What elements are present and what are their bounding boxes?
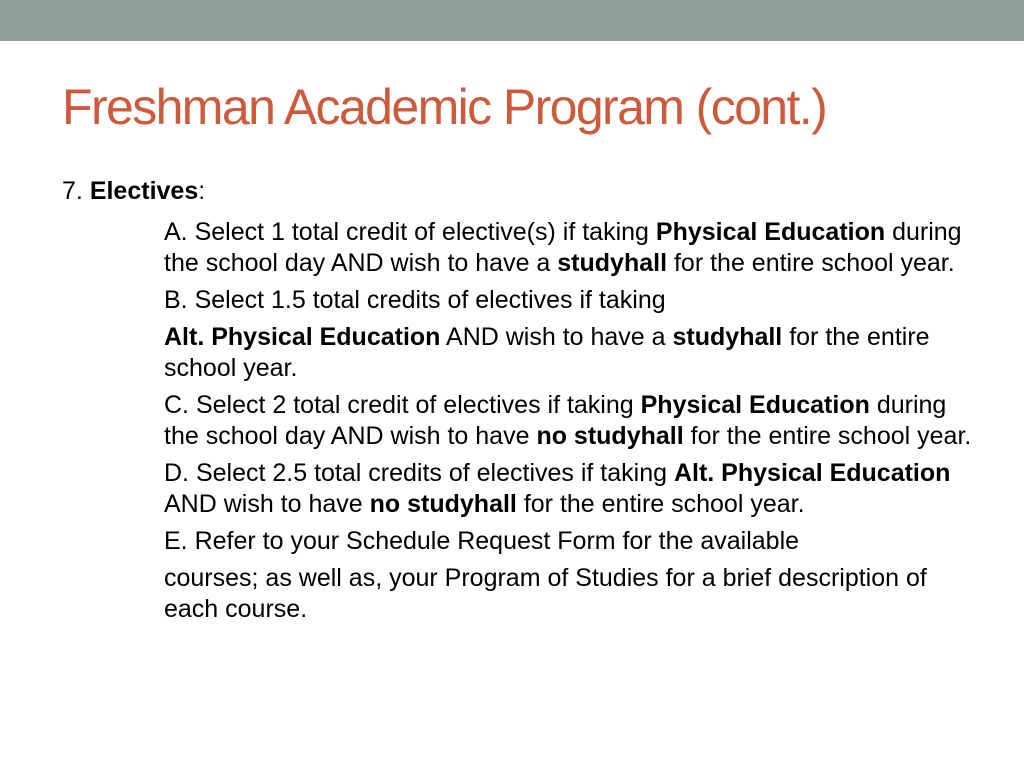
item-c-text-2: during the school day AND wish to have <box>164 391 947 450</box>
list-item-e <box>164 526 982 625</box>
item-c-bold-2: no studyhall <box>536 422 684 450</box>
electives-list <box>62 217 982 625</box>
list-item-d <box>164 458 982 520</box>
list-item-b <box>164 285 982 384</box>
item-d-bold-1: Alt. Physical Education <box>673 459 951 487</box>
item-b-bold-1: Alt. Physical Education <box>164 323 441 351</box>
item-b-line-1: B. Select 1.5 total credits of electives if taking <box>164 286 666 314</box>
item-b-bold-2: studyhall <box>672 323 783 351</box>
item-d-text-3: for the entire school year. <box>516 490 805 518</box>
slide-body <box>62 176 982 632</box>
item-d-bold-2: no studyhall <box>369 490 517 518</box>
slide-title: Freshman Academic Program (cont.) <box>62 79 827 135</box>
item-a-bold-1: Physical Education <box>655 218 886 246</box>
item-a-text-1: A. Select 1 total credit of elective(s) if taking <box>164 218 656 246</box>
item-a-text-2: during the school day AND wish to have a <box>164 218 962 277</box>
section-colon: : <box>198 177 206 205</box>
item-c-text-1: C. Select 2 total credit of electives if taking <box>164 391 641 419</box>
item-e-line-1: E. Refer to your Schedule Request Form for the available <box>164 527 800 555</box>
section-label: Electives <box>89 177 199 205</box>
item-d-text-1: D. Select 2.5 total credits of electives if taking <box>164 459 674 487</box>
section-heading-electives <box>62 176 982 207</box>
list-item-c <box>164 390 982 452</box>
item-c-text-3: for the entire school year. <box>683 422 972 450</box>
item-c-bold-1: Physical Education <box>640 391 870 419</box>
item-a-text-3: for the entire school year. <box>667 249 955 277</box>
item-b-line-2 <box>164 322 982 384</box>
top-accent-bar <box>0 0 1024 41</box>
item-b-text-3: for the entire school year. <box>164 323 930 382</box>
item-d-text-2: AND wish to have <box>164 490 370 518</box>
list-item-a <box>164 217 982 279</box>
item-e-line-2: courses; as well as, your Program of Studies for a brief description of each course. <box>164 564 927 623</box>
item-b-text-2: AND wish to have a <box>440 323 673 351</box>
item-a-bold-2: studyhall <box>557 249 668 277</box>
section-number: 7. <box>62 177 83 205</box>
